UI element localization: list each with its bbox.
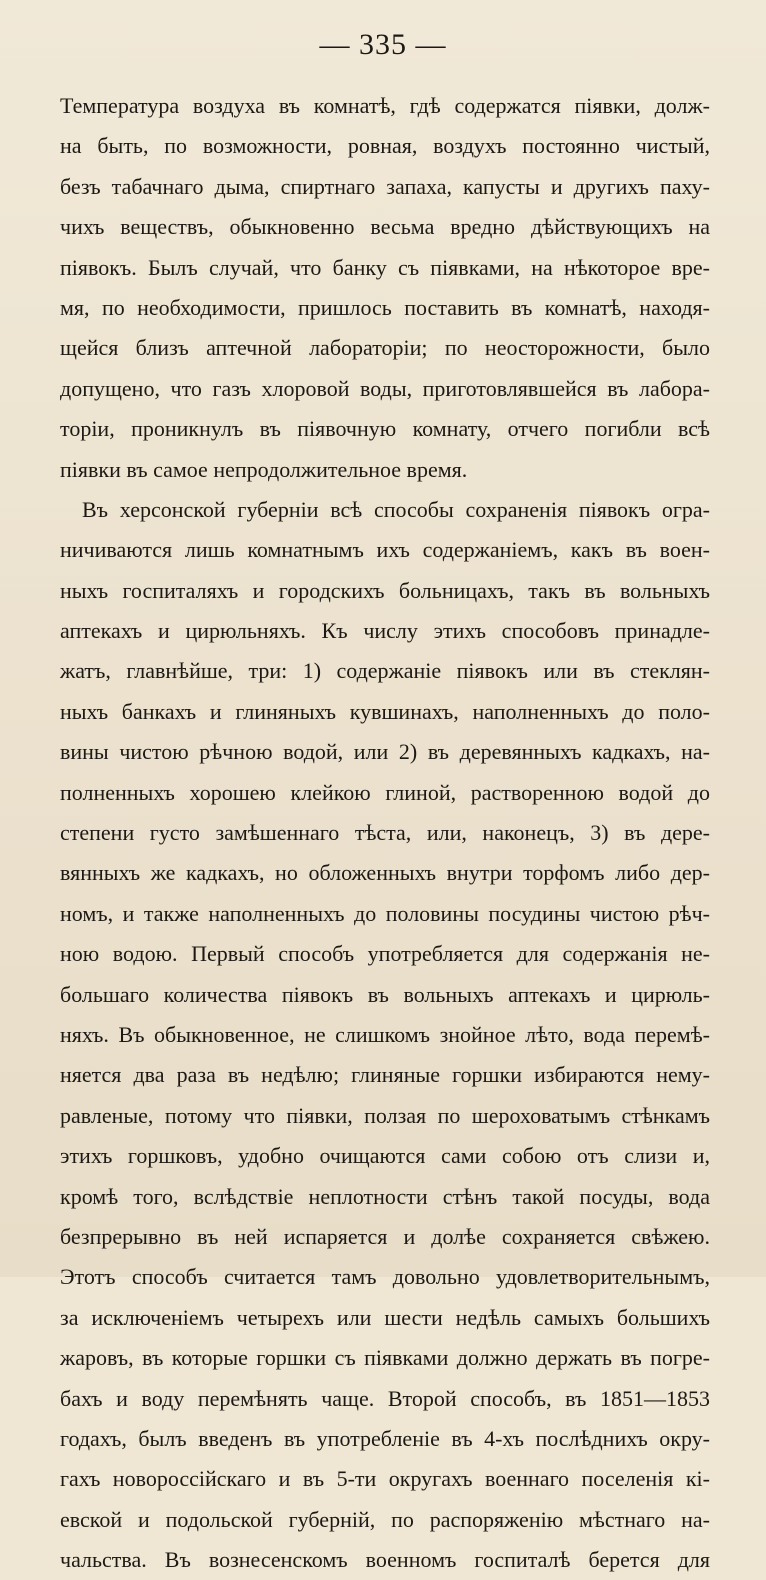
text-line: щейся близъ аптечной лабораторіи; по неосторожности, было	[60, 335, 710, 361]
text-line: Температура воздуха въ комнатѣ, гдѣ содержатся піявки, долж-	[60, 93, 710, 118]
text-line: вянныхъ же кадкахъ, но обложенныхъ внутри торфомъ либо дер-	[60, 860, 710, 886]
text-line: степени густо замѣшеннаго тѣста, или, наконецъ, 3) въ дере-	[60, 820, 710, 846]
body-text	[60, 86, 710, 1580]
text-line: большаго количества піявокъ въ вольныхъ аптекахъ и цирюль-	[60, 981, 710, 1007]
text-line: аптекахъ и цирюльняхъ. Къ числу этихъ способовъ принадле-	[60, 618, 710, 644]
text-line: піявокъ. Былъ случай, что банку съ піявками, на нѣкоторое вре-	[60, 254, 710, 280]
text-line: піявки въ самое непродолжительное время.	[60, 456, 468, 482]
text-line: безъ табачнаго дыма, спиртнаго запаха, капусты и другихъ паху-	[60, 173, 710, 199]
text-line: няхъ. Въ обыкновенное, не слишкомъ знойное лѣто, вода перемѣ-	[60, 1021, 710, 1047]
text-line: за исключеніемъ четырехъ или шести недѣль самыхъ большихъ	[60, 1304, 710, 1330]
text-line: бахъ и воду перемѣнять чаще. Второй способъ, въ 1851—1853	[60, 1385, 710, 1411]
text-line: допущено, что газъ хлоровой воды, приготовлявшейся въ лабора-	[60, 375, 710, 401]
text-line: равленые, потому что піявки, ползая по шероховатымъ стѣнкамъ	[60, 1102, 710, 1128]
text-line: ною водою. Первый способъ употребляется для содержанія не-	[60, 941, 710, 967]
text-line: ныхъ банкахъ и глиняныхъ кувшинахъ, наполненныхъ до поло-	[60, 698, 710, 724]
text-line: годахъ, былъ введенъ въ употребленіе въ 4-хъ послѣднихъ окру-	[60, 1425, 710, 1451]
text-line: вины чистою рѣчною водой, или 2) въ деревянныхъ кадкахъ, на-	[60, 739, 710, 765]
text-line: няется два раза въ недѣлю; глиняные горшки избираются нему-	[60, 1062, 710, 1088]
text-line: кромѣ того, вслѣдствіе неплотности стѣнъ такой посуды, вода	[60, 1183, 710, 1209]
text-line: безпрерывно въ ней испаряется и долѣе сохраняется свѣжею.	[60, 1223, 710, 1249]
text-line: чальства. Въ вознесенскомъ военномъ госпиталѣ берется для	[60, 1547, 710, 1573]
text-line: евской и подольской губерній, по распоряженію мѣстнаго на-	[60, 1506, 710, 1532]
text-line: ныхъ госпиталяхъ и городскихъ больницахъ, такъ въ вольныхъ	[60, 577, 710, 603]
page-number: — 335 —	[319, 28, 447, 61]
text-line: гахъ новороссійскаго и въ 5-ти округахъ военнаго поселенія кі-	[60, 1466, 710, 1492]
text-line: жатъ, главнѣйше, три: 1) содержаніе піявокъ или въ стеклян-	[60, 658, 710, 684]
text-line: Въ херсонской губерніи всѣ способы сохраненія піявокъ огра-	[82, 496, 710, 522]
text-line: номъ, и также наполненныхъ до половины посудины чистою рѣч-	[60, 900, 710, 926]
text-line: на быть, по возможности, ровная, воздухъ постоянно чистый,	[60, 133, 710, 159]
text-line: полненныхъ хорошею клейкою глиной, растворенною водой до	[60, 779, 710, 805]
text-line: торіи, проникнулъ въ піявочную комнату, отчего погибли всѣ	[60, 416, 710, 442]
text-line: мя, по необходимости, пришлось поставить въ комнатѣ, находя-	[60, 294, 710, 320]
text-line: этихъ горшковъ, удобно очищаются сами собою отъ слизи и,	[60, 1143, 710, 1169]
text-line: чихъ веществъ, обыкновенно весьма вредно дѣйствующихъ на	[60, 214, 710, 240]
text-line: ничиваются лишь комнатнымъ ихъ содержаніемъ, какъ въ воен-	[60, 537, 710, 563]
text-line: жаровъ, въ которые горшки съ піявками должно держать въ погре-	[60, 1345, 710, 1371]
text-line: Этотъ способъ считается тамъ довольно удовлетворительнымъ,	[60, 1264, 710, 1290]
